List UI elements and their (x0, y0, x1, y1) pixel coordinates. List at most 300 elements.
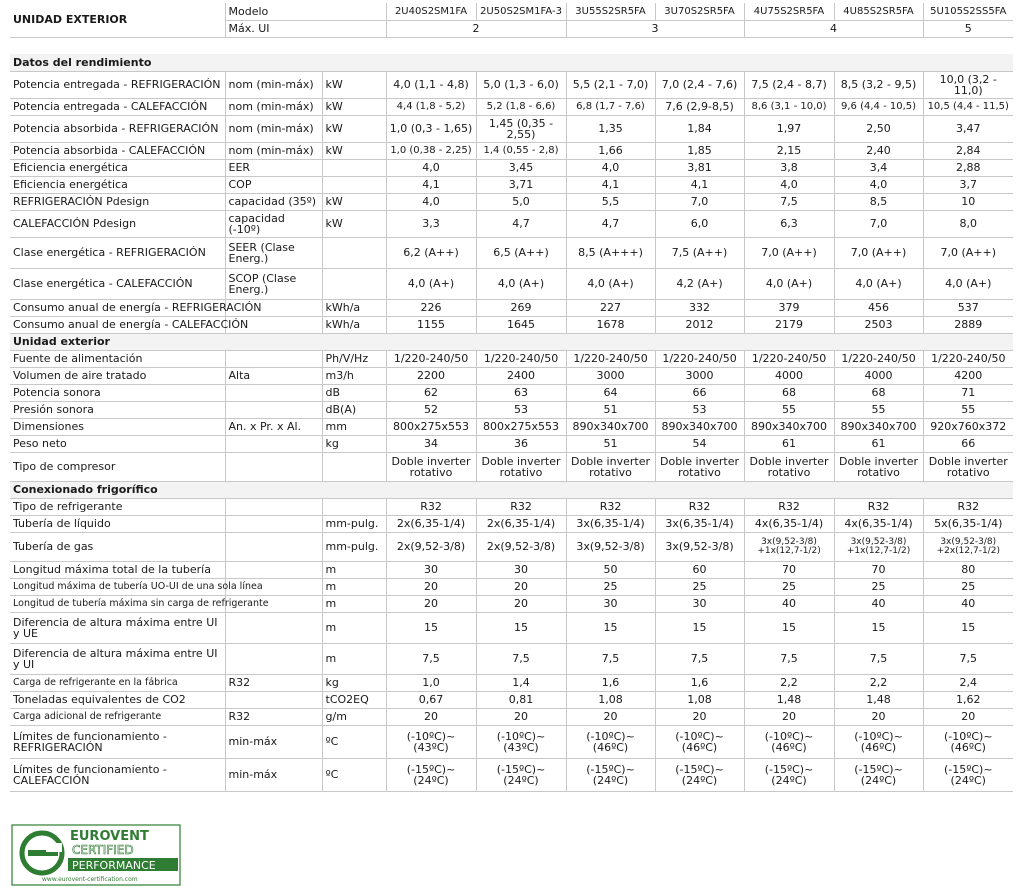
row-value: 1,0 (0,3 - 1,65) (386, 115, 476, 142)
row-value: 4,0 (A+) (744, 268, 834, 299)
row-value: 227 (566, 299, 655, 316)
row-value: 25 (566, 578, 655, 595)
row-value: 3,8 (744, 159, 834, 176)
row-value: 20 (923, 708, 1013, 725)
row-value: 34 (386, 435, 476, 452)
row-condition (225, 561, 322, 578)
row-value: 456 (834, 299, 923, 316)
row-value: 2,50 (834, 115, 923, 142)
section-title: Datos del rendimiento (10, 54, 1013, 71)
row-value: 71 (923, 384, 1013, 401)
row-value: 1/220-240/50 (834, 350, 923, 367)
row-value: 2,84 (923, 142, 1013, 159)
row-value: 1,0 (386, 674, 476, 691)
row-value: 4,1 (655, 176, 744, 193)
row-value: 1645 (476, 316, 566, 333)
row-unit: dB(A) (322, 401, 386, 418)
spec-row (10, 498, 1013, 515)
row-value: 890x340x700 (566, 418, 655, 435)
row-condition: nom (min-máx) (225, 71, 322, 98)
row-value: 3000 (566, 367, 655, 384)
row-value: 4,2 (A+) (655, 268, 744, 299)
spec-row (10, 674, 1013, 691)
row-condition: Alta (225, 367, 322, 384)
row-condition: R32 (225, 674, 322, 691)
row-condition (225, 452, 322, 481)
row-value: 70 (834, 561, 923, 578)
row-value: 379 (744, 299, 834, 316)
row-label: Límites de funcionamiento - REFRIGERACIÓN (10, 725, 225, 758)
spec-row (10, 115, 1013, 142)
row-condition (225, 498, 322, 515)
row-value: 30 (476, 561, 566, 578)
row-value: 51 (566, 435, 655, 452)
row-unit: m (322, 643, 386, 674)
row-value: 1/220-240/50 (566, 350, 655, 367)
row-value: 1,66 (566, 142, 655, 159)
row-label: Potencia absorbida - CALEFACCIÓN (10, 142, 225, 159)
row-value: 3x(9,52-3/8) (566, 532, 655, 561)
row-value: 5,0 (1,3 - 6,0) (476, 71, 566, 98)
row-value: 1,84 (655, 115, 744, 142)
row-value: Doble inverter rotativo (386, 452, 476, 481)
row-value: 2x(9,52-3/8) (386, 532, 476, 561)
row-value: 64 (566, 384, 655, 401)
row-value: 80 (923, 561, 1013, 578)
row-condition (225, 612, 322, 643)
model-name: 5U105S2SS5FA (923, 3, 1013, 20)
row-value: 66 (923, 435, 1013, 452)
row-value: R32 (923, 498, 1013, 515)
row-value: 3,45 (476, 159, 566, 176)
spec-row (10, 98, 1013, 115)
row-value: 269 (476, 299, 566, 316)
row-unit: m (322, 595, 386, 612)
row-value: R32 (476, 498, 566, 515)
spec-row (10, 595, 1013, 612)
row-value: 5,5 (566, 193, 655, 210)
row-label: Carga adicional de refrigerante (10, 708, 225, 725)
row-value: 3x(9,52-3/8) +1x(12,7-1/2) (834, 532, 923, 561)
row-value: 0,67 (386, 691, 476, 708)
row-value: Doble inverter rotativo (834, 452, 923, 481)
row-value: 20 (744, 708, 834, 725)
row-value: 1/220-240/50 (655, 350, 744, 367)
row-value: 62 (386, 384, 476, 401)
row-value: 9,6 (4,4 - 10,5) (834, 98, 923, 115)
row-value: 20 (655, 708, 744, 725)
row-value: 2,15 (744, 142, 834, 159)
row-value: (-10ºC)~(46ºC) (655, 725, 744, 758)
maxui-label: Máx. UI (225, 20, 386, 37)
spec-row (10, 384, 1013, 401)
row-value: 10,0 (3,2 - 11,0) (923, 71, 1013, 98)
row-value: 50 (566, 561, 655, 578)
row-value: (-10ºC)~(46ºC) (834, 725, 923, 758)
row-value: 1,85 (655, 142, 744, 159)
row-value: 1,45 (0,35 - 2,55) (476, 115, 566, 142)
row-value: 2,2 (834, 674, 923, 691)
header-row-models (10, 3, 1013, 20)
row-value: 54 (655, 435, 744, 452)
spec-row (10, 561, 1013, 578)
row-value: 890x340x700 (834, 418, 923, 435)
row-value: 7,5 (834, 643, 923, 674)
row-label: Potencia absorbida - REFRIGERACIÓN (10, 115, 225, 142)
row-value: 2x(6,35-1/4) (386, 515, 476, 532)
row-value: 226 (386, 299, 476, 316)
row-value: (-15ºC)~(24ºC) (923, 758, 1013, 791)
row-condition (225, 384, 322, 401)
row-value: 3,3 (386, 210, 476, 237)
row-value: 4,0 (A+) (566, 268, 655, 299)
row-value: 4200 (923, 367, 1013, 384)
row-value: 7,5 (923, 643, 1013, 674)
row-value: R32 (566, 498, 655, 515)
row-value: 2,88 (923, 159, 1013, 176)
row-value: 4,0 (A+) (923, 268, 1013, 299)
row-value: 8,6 (3,1 - 10,0) (744, 98, 834, 115)
spec-row (10, 193, 1013, 210)
row-condition: R32 (225, 708, 322, 725)
logo-line3: PERFORMANCE (72, 859, 156, 872)
row-value: R32 (655, 498, 744, 515)
model-name: 2U50S2SM1FA-3 (476, 3, 566, 20)
row-label: Potencia sonora (10, 384, 225, 401)
row-value: 800x275x553 (386, 418, 476, 435)
row-value: 1678 (566, 316, 655, 333)
row-unit (322, 268, 386, 299)
row-condition: capacidad (35º) (225, 193, 322, 210)
row-value: 8,5 (3,2 - 9,5) (834, 71, 923, 98)
row-value: 61 (834, 435, 923, 452)
row-condition: nom (min-máx) (225, 115, 322, 142)
row-condition: capacidad (-10º) (225, 210, 322, 237)
row-value: 4,0 (566, 159, 655, 176)
row-unit: m (322, 578, 386, 595)
row-value: 4,0 (A+) (386, 268, 476, 299)
row-value: 2200 (386, 367, 476, 384)
model-name: 3U70S2SR5FA (655, 3, 744, 20)
row-value: 4,7 (476, 210, 566, 237)
row-value: 890x340x700 (744, 418, 834, 435)
spec-row (10, 71, 1013, 98)
row-condition (225, 532, 322, 561)
row-unit: ºC (322, 725, 386, 758)
row-value: (-10ºC)~(43ºC) (386, 725, 476, 758)
row-value: 3x(9,52-3/8) (655, 532, 744, 561)
spec-row (10, 708, 1013, 725)
row-label: Longitud máxima total de la tubería (10, 561, 225, 578)
row-value: 3,7 (923, 176, 1013, 193)
row-value: Doble inverter rotativo (923, 452, 1013, 481)
row-unit (322, 237, 386, 268)
section-title: Unidad exterior (10, 333, 1013, 350)
row-value: 4,0 (A+) (834, 268, 923, 299)
row-unit: tCO2EQ (322, 691, 386, 708)
row-value: Doble inverter rotativo (566, 452, 655, 481)
maxui-value: 2 (386, 20, 566, 37)
row-value: 10,5 (4,4 - 11,5) (923, 98, 1013, 115)
row-condition: SCOP (Clase Energ.) (225, 268, 322, 299)
row-unit: mm-pulg. (322, 515, 386, 532)
spec-row (10, 418, 1013, 435)
row-condition: SEER (Clase Energ.) (225, 237, 322, 268)
spec-row (10, 268, 1013, 299)
section-header (10, 481, 1013, 498)
row-value: 1/220-240/50 (386, 350, 476, 367)
row-value: 1,48 (744, 691, 834, 708)
row-value: (-15ºC)~(24ºC) (655, 758, 744, 791)
row-unit: kW (322, 98, 386, 115)
spec-row (10, 401, 1013, 418)
row-value: 6,8 (1,7 - 7,6) (566, 98, 655, 115)
row-value: 70 (744, 561, 834, 578)
row-value: 36 (476, 435, 566, 452)
row-value: 4,0 (834, 176, 923, 193)
row-value: 55 (744, 401, 834, 418)
row-value: 1,62 (923, 691, 1013, 708)
row-value: 1,97 (744, 115, 834, 142)
row-label: Tubería de líquido (10, 515, 225, 532)
row-value: 15 (744, 612, 834, 643)
row-unit: dB (322, 384, 386, 401)
row-value: 4x(6,35-1/4) (744, 515, 834, 532)
row-value: 1,6 (566, 674, 655, 691)
row-unit (322, 159, 386, 176)
row-value: 8,5 (A+++) (566, 237, 655, 268)
spec-row (10, 159, 1013, 176)
row-value: 3x(9,52-3/8) +2x(12,7-1/2) (923, 532, 1013, 561)
row-label: Tipo de refrigerante (10, 498, 225, 515)
row-unit: kW (322, 193, 386, 210)
row-value: 20 (566, 708, 655, 725)
row-label: REFRIGERACIÓN Pdesign (10, 193, 225, 210)
row-value: 1,08 (655, 691, 744, 708)
row-condition: COP (225, 176, 322, 193)
spec-row (10, 350, 1013, 367)
row-value: 61 (744, 435, 834, 452)
row-value: 920x760x372 (923, 418, 1013, 435)
row-value: 6,0 (655, 210, 744, 237)
spec-row (10, 237, 1013, 268)
row-label: Potencia entregada - CALEFACCIÓN (10, 98, 225, 115)
row-value: 15 (386, 612, 476, 643)
row-condition: min-máx (225, 725, 322, 758)
row-label: Consumo anual de energía - REFRIGERACIÓN (10, 299, 225, 316)
row-value: 15 (923, 612, 1013, 643)
spec-row (10, 758, 1013, 791)
row-value: 1,4 (0,55 - 2,8) (476, 142, 566, 159)
spec-row (10, 299, 1013, 316)
row-value: 7,5 (744, 643, 834, 674)
row-value: 25 (744, 578, 834, 595)
row-value: 4,4 (1,8 - 5,2) (386, 98, 476, 115)
row-value: 1155 (386, 316, 476, 333)
row-value: 4,1 (386, 176, 476, 193)
row-label: Diferencia de altura máxima entre UI y UI (10, 643, 225, 674)
row-value: 6,5 (A++) (476, 237, 566, 268)
row-label: Clase energética - CALEFACCIÓN (10, 268, 225, 299)
row-value: 4,1 (566, 176, 655, 193)
logo-url: www.eurovent-certification.com (42, 876, 138, 883)
row-value: 4,7 (566, 210, 655, 237)
row-value: 7,5 (744, 193, 834, 210)
row-unit: kg (322, 674, 386, 691)
row-label: Carga de refrigerante en la fábrica (10, 674, 225, 691)
row-value: 1,48 (834, 691, 923, 708)
spec-row (10, 142, 1013, 159)
maxui-value: 5 (923, 20, 1013, 37)
row-condition: nom (min-máx) (225, 142, 322, 159)
row-value: 890x340x700 (655, 418, 744, 435)
row-value: 3,81 (655, 159, 744, 176)
maxui-value: 4 (744, 20, 923, 37)
row-value: 30 (566, 595, 655, 612)
section-title: UNIDAD EXTERIOR (10, 3, 225, 37)
spec-row (10, 643, 1013, 674)
row-value: (-10ºC)~(46ºC) (744, 725, 834, 758)
row-value: 25 (923, 578, 1013, 595)
row-unit: m3/h (322, 367, 386, 384)
row-label: Límites de funcionamiento - CALEFACCIÓN (10, 758, 225, 791)
section-header (10, 54, 1013, 71)
row-value: 15 (566, 612, 655, 643)
row-value: 4,0 (1,1 - 4,8) (386, 71, 476, 98)
row-label: Peso neto (10, 435, 225, 452)
spec-row (10, 210, 1013, 237)
row-value: 68 (744, 384, 834, 401)
row-unit: kW (322, 142, 386, 159)
row-value: Doble inverter rotativo (476, 452, 566, 481)
row-value: 1/220-240/50 (923, 350, 1013, 367)
row-label: Clase energética - REFRIGERACIÓN (10, 237, 225, 268)
spec-row (10, 515, 1013, 532)
section-header (10, 333, 1013, 350)
row-value: 2x(9,52-3/8) (476, 532, 566, 561)
row-condition (225, 643, 322, 674)
row-value: 0,81 (476, 691, 566, 708)
row-value: 5x(6,35-1/4) (923, 515, 1013, 532)
row-value: 20 (834, 708, 923, 725)
row-value: (-15ºC)~(24ºC) (476, 758, 566, 791)
row-label: Fuente de alimentación (10, 350, 225, 367)
spec-row (10, 691, 1013, 708)
row-value: 5,2 (1,8 - 6,6) (476, 98, 566, 115)
spec-row (10, 725, 1013, 758)
row-label: Dimensiones (10, 418, 225, 435)
row-value: 7,0 (2,4 - 7,6) (655, 71, 744, 98)
row-unit: g/m (322, 708, 386, 725)
row-value: 8,5 (834, 193, 923, 210)
row-value: 3000 (655, 367, 744, 384)
row-value: 3,47 (923, 115, 1013, 142)
row-value: 7,5 (386, 643, 476, 674)
row-value: 3x(6,35-1/4) (566, 515, 655, 532)
row-value: 1,0 (0,38 - 2,25) (386, 142, 476, 159)
row-label: Volumen de aire tratado (10, 367, 225, 384)
row-value: 2400 (476, 367, 566, 384)
row-unit: mm-pulg. (322, 532, 386, 561)
row-label: Eficiencia energética (10, 159, 225, 176)
row-value: Doble inverter rotativo (655, 452, 744, 481)
row-value: 2179 (744, 316, 834, 333)
row-unit: kW (322, 71, 386, 98)
row-value: 7,5 (A++) (655, 237, 744, 268)
row-unit: kW (322, 210, 386, 237)
row-unit: kWh/a (322, 299, 386, 316)
row-unit: m (322, 612, 386, 643)
row-value: 2,4 (923, 674, 1013, 691)
row-value: 4000 (744, 367, 834, 384)
row-condition (225, 350, 322, 367)
row-label: Tubería de gas (10, 532, 225, 561)
row-value: 4,0 (386, 159, 476, 176)
row-label: Eficiencia energética (10, 176, 225, 193)
row-condition (225, 435, 322, 452)
row-value: 55 (834, 401, 923, 418)
row-value: R32 (744, 498, 834, 515)
row-value: 4,0 (386, 193, 476, 210)
row-value: (-15ºC)~(24ºC) (834, 758, 923, 791)
row-label: Consumo anual de energía - CALEFACCIÓN (10, 316, 225, 333)
logo-line2: CERTIFIED (72, 843, 134, 857)
model-name: 3U55S2SR5FA (566, 3, 655, 20)
row-value: 3,4 (834, 159, 923, 176)
row-value: 3,71 (476, 176, 566, 193)
model-name: 4U75S2SR5FA (744, 3, 834, 20)
row-value: 537 (923, 299, 1013, 316)
spec-row (10, 532, 1013, 561)
row-label: Potencia entregada - REFRIGERACIÓN (10, 71, 225, 98)
spec-row (10, 435, 1013, 452)
row-value: 55 (923, 401, 1013, 418)
spec-row (10, 176, 1013, 193)
spec-table (10, 3, 1013, 792)
row-label: Toneladas equivalentes de CO2 (10, 691, 225, 708)
spec-row (10, 367, 1013, 384)
row-value: 7,5 (2,4 - 8,7) (744, 71, 834, 98)
row-label: Longitud de tubería máxima sin carga de refrigerante (10, 595, 225, 612)
row-value: 7,0 (655, 193, 744, 210)
row-value: 7,6 (2,9-8,5) (655, 98, 744, 115)
row-value: 15 (834, 612, 923, 643)
eurovent-logo (12, 825, 180, 885)
row-label: Tipo de compresor (10, 452, 225, 481)
model-label: Modelo (225, 3, 386, 20)
row-value: 30 (386, 561, 476, 578)
row-value: 332 (655, 299, 744, 316)
row-unit: kg (322, 435, 386, 452)
row-unit (322, 176, 386, 193)
row-unit: Ph/V/Hz (322, 350, 386, 367)
spec-row (10, 316, 1013, 333)
row-condition (225, 691, 322, 708)
row-value: 25 (655, 578, 744, 595)
row-value: 7,5 (476, 643, 566, 674)
row-condition: min-máx (225, 758, 322, 791)
row-value: 40 (923, 595, 1013, 612)
row-value: 10 (923, 193, 1013, 210)
row-value: 66 (655, 384, 744, 401)
row-value: (-15ºC)~(24ºC) (566, 758, 655, 791)
row-value: 2,2 (744, 674, 834, 691)
row-label: Longitud máxima de tubería UO-UI de una sola línea (10, 578, 225, 595)
row-value: 53 (655, 401, 744, 418)
row-value: 6,3 (744, 210, 834, 237)
row-condition: An. x Pr. x Al. (225, 418, 322, 435)
row-value: 20 (476, 595, 566, 612)
